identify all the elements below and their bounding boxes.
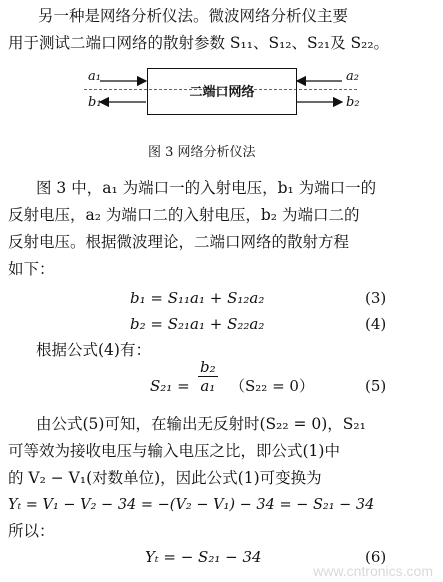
equation-3-number: (3) [365,289,387,307]
paragraph-1-line-2: 用于测试二端口网络的散射参数 S₁₁、S₁₂、S₂₁及 S₂₂。 [8,34,390,52]
paragraph-4-line-1: 由公式(5)可知，在输出无反射时(S₂₂ = 0)，S₂₁ [36,415,366,433]
paragraph-3-line-1: 根据公式(4)有： [36,341,151,359]
paragraph-4-line-4: Yₜ = V₁ − V₂ − 34 = −(V₂ − V₁) − 34 = − S₂₁ − 34 [8,497,375,513]
paragraph-4-line-2: 可等效为接收电压与输入电压之比，即公式(1)中 [8,442,340,460]
equation-3: b₁ = S₁₁a₁ + S₁₂a₂ [130,289,265,307]
figure-3-caption: 图 3 网络分析仪法 [148,145,256,160]
equation-5-number: (5) [365,377,387,395]
paragraph-2-line-2: 反射电压，a₂ 为端口二的入射电压，b₂ 为端口二的 [8,206,360,224]
equation-4: b₂ = S₂₁a₁ + S₂₂a₂ [130,315,265,333]
equation-4-number: (4) [365,315,387,333]
equation-6-number: (6) [365,548,387,566]
paragraph-1-line-1: 另一种是网络分析仪法。微波网络分析仪主要 [38,7,349,25]
paragraph-2-line-3: 反射电压。根据微波理论，二端口网络的散射方程 [8,233,350,251]
watermark: www.cntronics.com [313,563,433,579]
equation-5-condition: （S₂₂ = 0） [230,377,314,395]
paragraph-4-line-5: 所以： [8,522,55,540]
equation-6: Yₜ = − S₂₁ − 34 [145,548,262,566]
paragraph-2-line-4: 如下： [8,260,55,278]
equation-5-lhs: S₂₁ = [150,377,190,395]
equation-5-denominator: a₁ [200,377,216,395]
label-b1: b₁ [88,95,102,110]
two-port-network-box [147,68,297,115]
paragraph-2-line-1: 图 3 中，a₁ 为端口一的入射电压，b₁ 为端口一的 [36,179,377,197]
label-b2: b₂ [346,95,360,110]
two-port-network-label: 二端口网络 [189,85,255,100]
equation-5-fraction [198,358,218,395]
figure-3-diagram [78,58,363,128]
label-a1: a₁ [88,69,101,84]
paragraph-4-line-3: 的 V₂ − V₁(对数单位)，因此公式(1)可变换为 [8,469,322,487]
equation-5-numerator: b₂ [200,358,216,376]
label-a2: a₂ [346,69,359,84]
